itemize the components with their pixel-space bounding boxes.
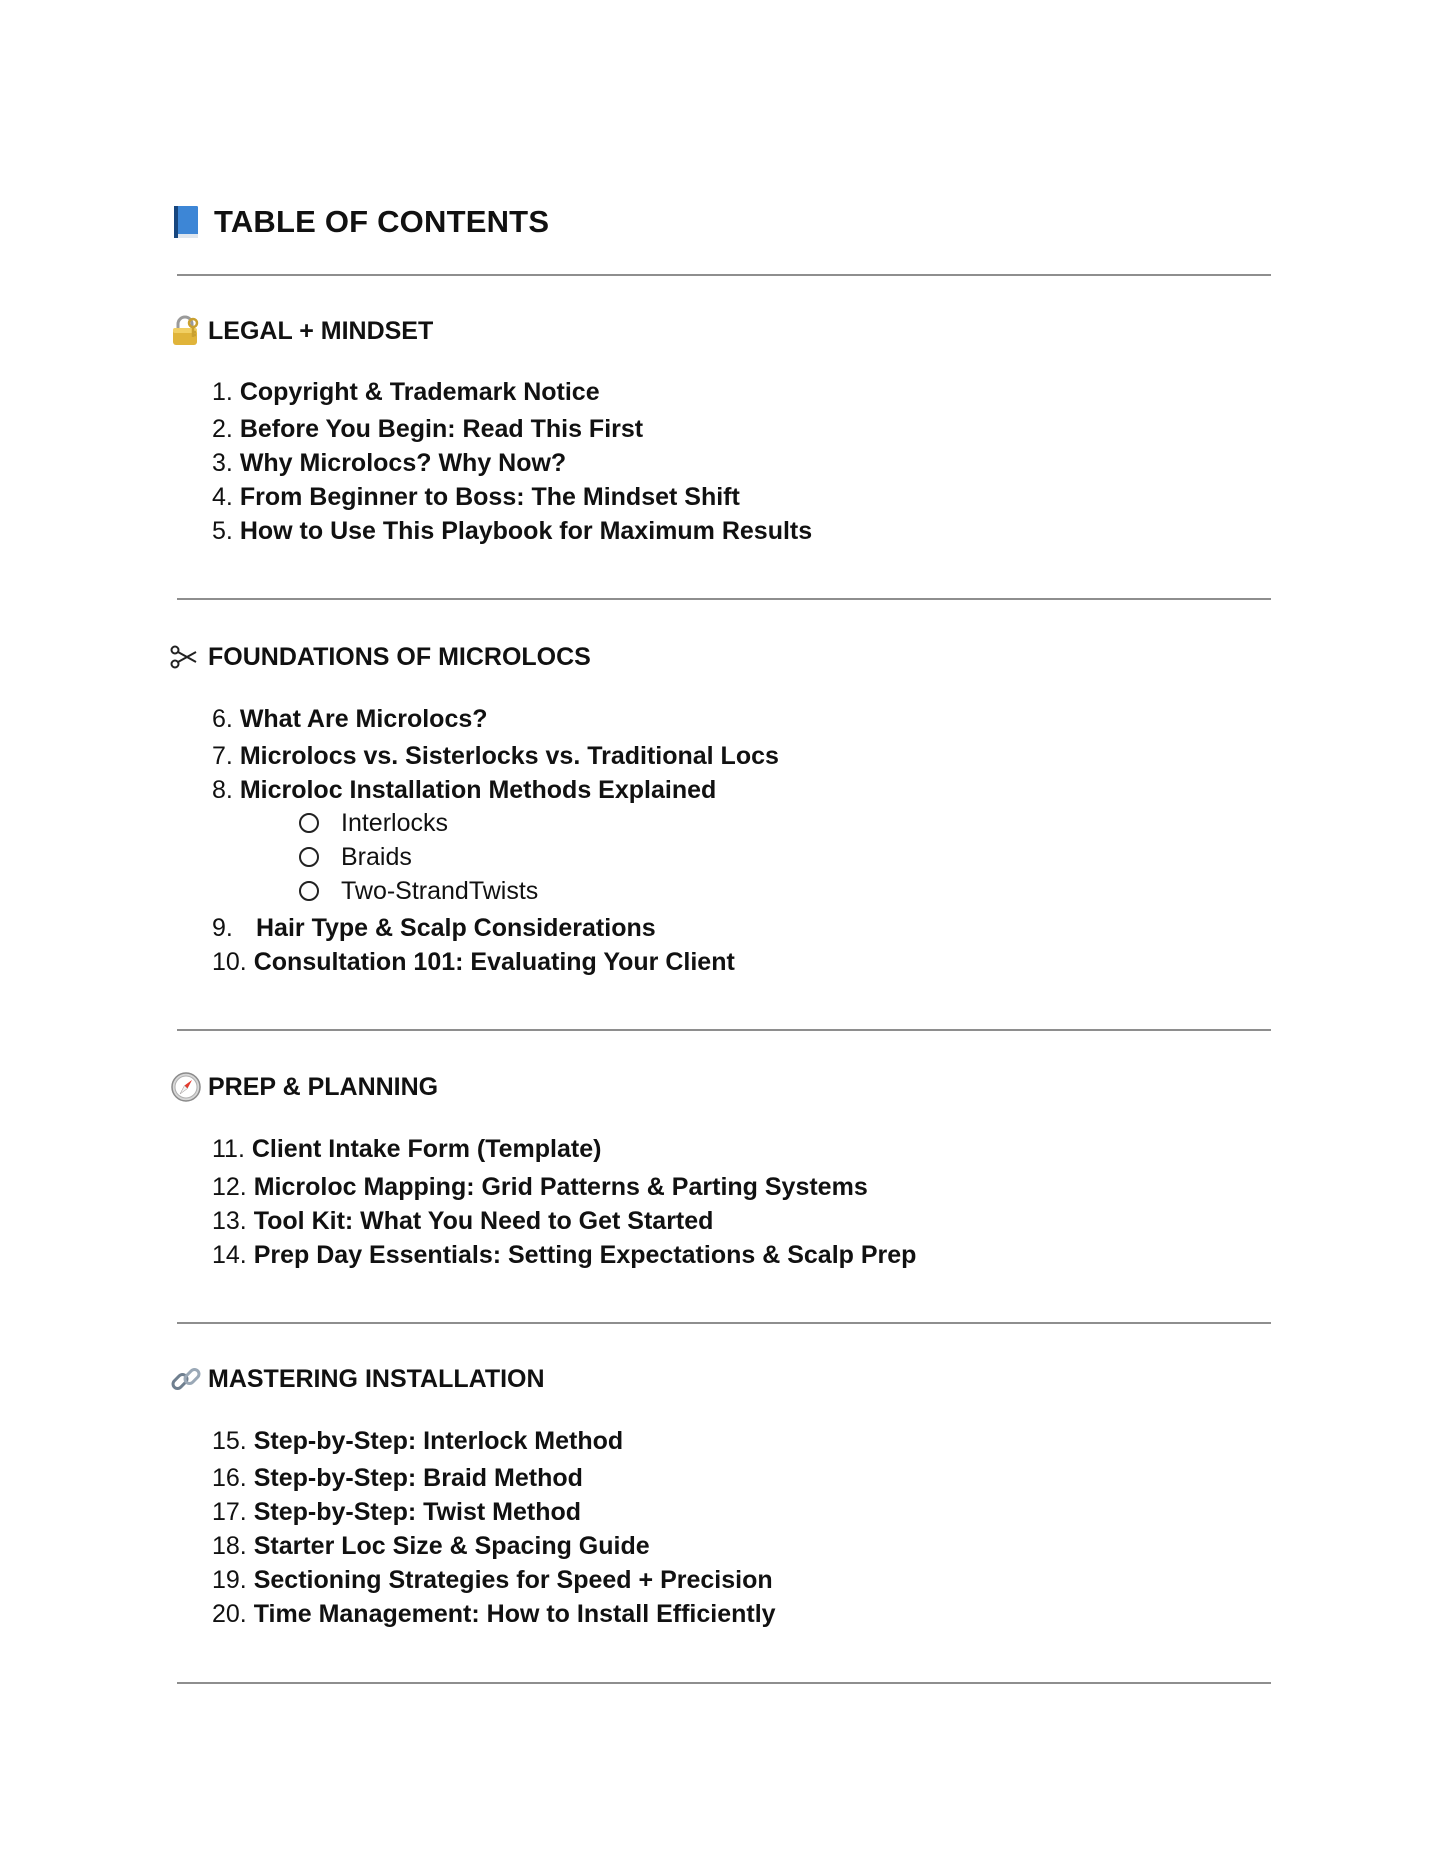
section-heading-foundations <box>170 637 591 677</box>
item-number: 8. <box>212 776 233 804</box>
item-label: Starter Loc Size & Spacing Guide <box>253 1532 650 1560</box>
item-label: Time Management: How to Install Efficiently <box>253 1600 776 1628</box>
page-title: TABLE OF CONTENTS <box>214 204 550 239</box>
item-label: Tool Kit: What You Need to Get Started <box>253 1207 714 1235</box>
section-heading-mastering-installation <box>170 1359 545 1399</box>
section-heading-prep-planning <box>170 1067 438 1107</box>
toc-item[interactable] <box>212 704 488 734</box>
toc-item[interactable] <box>212 1565 773 1595</box>
toc-item[interactable] <box>212 1531 650 1561</box>
toc-item[interactable] <box>212 1599 776 1629</box>
item-label: Consultation 101: Evaluating Your Client <box>253 948 735 976</box>
toc-item[interactable] <box>212 1497 581 1527</box>
item-number: 13. <box>212 1207 247 1235</box>
hollow-circle-bullet-icon <box>299 847 319 867</box>
item-label: Step-by-Step: Interlock Method <box>253 1427 624 1455</box>
section-title: LEGAL + MINDSET <box>208 316 434 345</box>
item-number: 2. <box>212 415 233 443</box>
item-number: 10. <box>212 948 247 976</box>
divider <box>177 1682 1271 1684</box>
item-number: 5. <box>212 517 233 545</box>
toc-item[interactable] <box>212 1206 713 1236</box>
toc-title-row <box>172 198 549 246</box>
item-label: Copyright & Trademark Notice <box>239 378 600 406</box>
divider <box>177 274 1271 276</box>
toc-item[interactable] <box>212 1172 868 1202</box>
item-label: Microloc Mapping: Grid Patterns & Parting Systems <box>253 1173 868 1201</box>
item-label: Why Microlocs? Why Now? <box>239 449 567 477</box>
item-label: Client Intake Form (Template) <box>251 1135 602 1163</box>
toc-item[interactable] <box>212 913 656 943</box>
sub-list-item[interactable] <box>299 876 538 906</box>
sub-list-item[interactable] <box>299 808 448 838</box>
section-title: PREP & PLANNING <box>208 1072 439 1101</box>
divider <box>177 1322 1271 1324</box>
item-label: Sectioning Strategies for Speed + Precision <box>253 1566 773 1594</box>
item-number: 14. <box>212 1241 247 1269</box>
sub-item-label: Interlocks <box>341 809 448 837</box>
toc-item[interactable] <box>212 1426 623 1456</box>
item-number: 20. <box>212 1600 247 1628</box>
item-label: How to Use This Playbook for Maximum Results <box>239 517 813 545</box>
section-title: FOUNDATIONS OF MICROLOCS <box>208 642 591 671</box>
hollow-circle-bullet-icon <box>299 813 319 833</box>
link-icon <box>170 1363 202 1395</box>
section-heading-legal-mindset <box>170 311 433 351</box>
item-label: Step-by-Step: Braid Method <box>253 1464 583 1492</box>
toc-item[interactable] <box>212 775 716 805</box>
toc-item[interactable] <box>212 1463 583 1493</box>
item-label: Prep Day Essentials: Setting Expectations & Scalp Prep <box>253 1241 917 1269</box>
item-label: Before You Begin: Read This First <box>239 415 644 443</box>
item-number: 4. <box>212 483 233 511</box>
divider <box>177 598 1271 600</box>
item-label: Hair Type & Scalp Considerations <box>256 914 656 942</box>
toc-item[interactable] <box>212 741 779 771</box>
item-number: 15. <box>212 1427 247 1455</box>
toc-item[interactable] <box>212 448 566 478</box>
item-number: 17. <box>212 1498 247 1526</box>
item-number: 9. <box>212 914 233 942</box>
item-number: 11. <box>212 1135 245 1163</box>
divider <box>177 1029 1271 1031</box>
item-number: 1. <box>212 378 233 406</box>
sub-item-label: Braids <box>341 843 412 871</box>
item-number: 18. <box>212 1532 247 1560</box>
toc-item[interactable] <box>212 482 740 512</box>
item-label: Step-by-Step: Twist Method <box>253 1498 582 1526</box>
toc-item[interactable] <box>212 1134 601 1164</box>
scissors-icon <box>170 645 198 669</box>
toc-item[interactable] <box>212 1240 916 1270</box>
item-number: 16. <box>212 1464 247 1492</box>
item-label: From Beginner to Boss: The Mindset Shift <box>239 483 740 511</box>
item-number: 6. <box>212 705 233 733</box>
sub-item-label: Two-StrandTwists <box>341 877 539 905</box>
item-number: 19. <box>212 1566 247 1594</box>
item-number: 3. <box>212 449 233 477</box>
toc-item[interactable] <box>212 947 735 977</box>
toc-item[interactable] <box>212 414 643 444</box>
item-label: Microlocs vs. Sisterlocks vs. Traditional Locs <box>239 742 779 770</box>
item-label: Microloc Installation Methods Explained <box>239 776 717 804</box>
toc-item[interactable] <box>212 377 600 407</box>
item-number: 12. <box>212 1173 247 1201</box>
hollow-circle-bullet-icon <box>299 881 319 901</box>
item-number: 7. <box>212 742 233 770</box>
section-title: MASTERING INSTALLATION <box>208 1364 545 1393</box>
lock-key-icon <box>170 315 202 347</box>
item-label: What Are Microlocs? <box>239 705 488 733</box>
toc-item[interactable] <box>212 516 812 546</box>
blue-book-icon <box>172 204 202 240</box>
compass-icon <box>170 1071 202 1103</box>
sub-list-item[interactable] <box>299 842 412 872</box>
